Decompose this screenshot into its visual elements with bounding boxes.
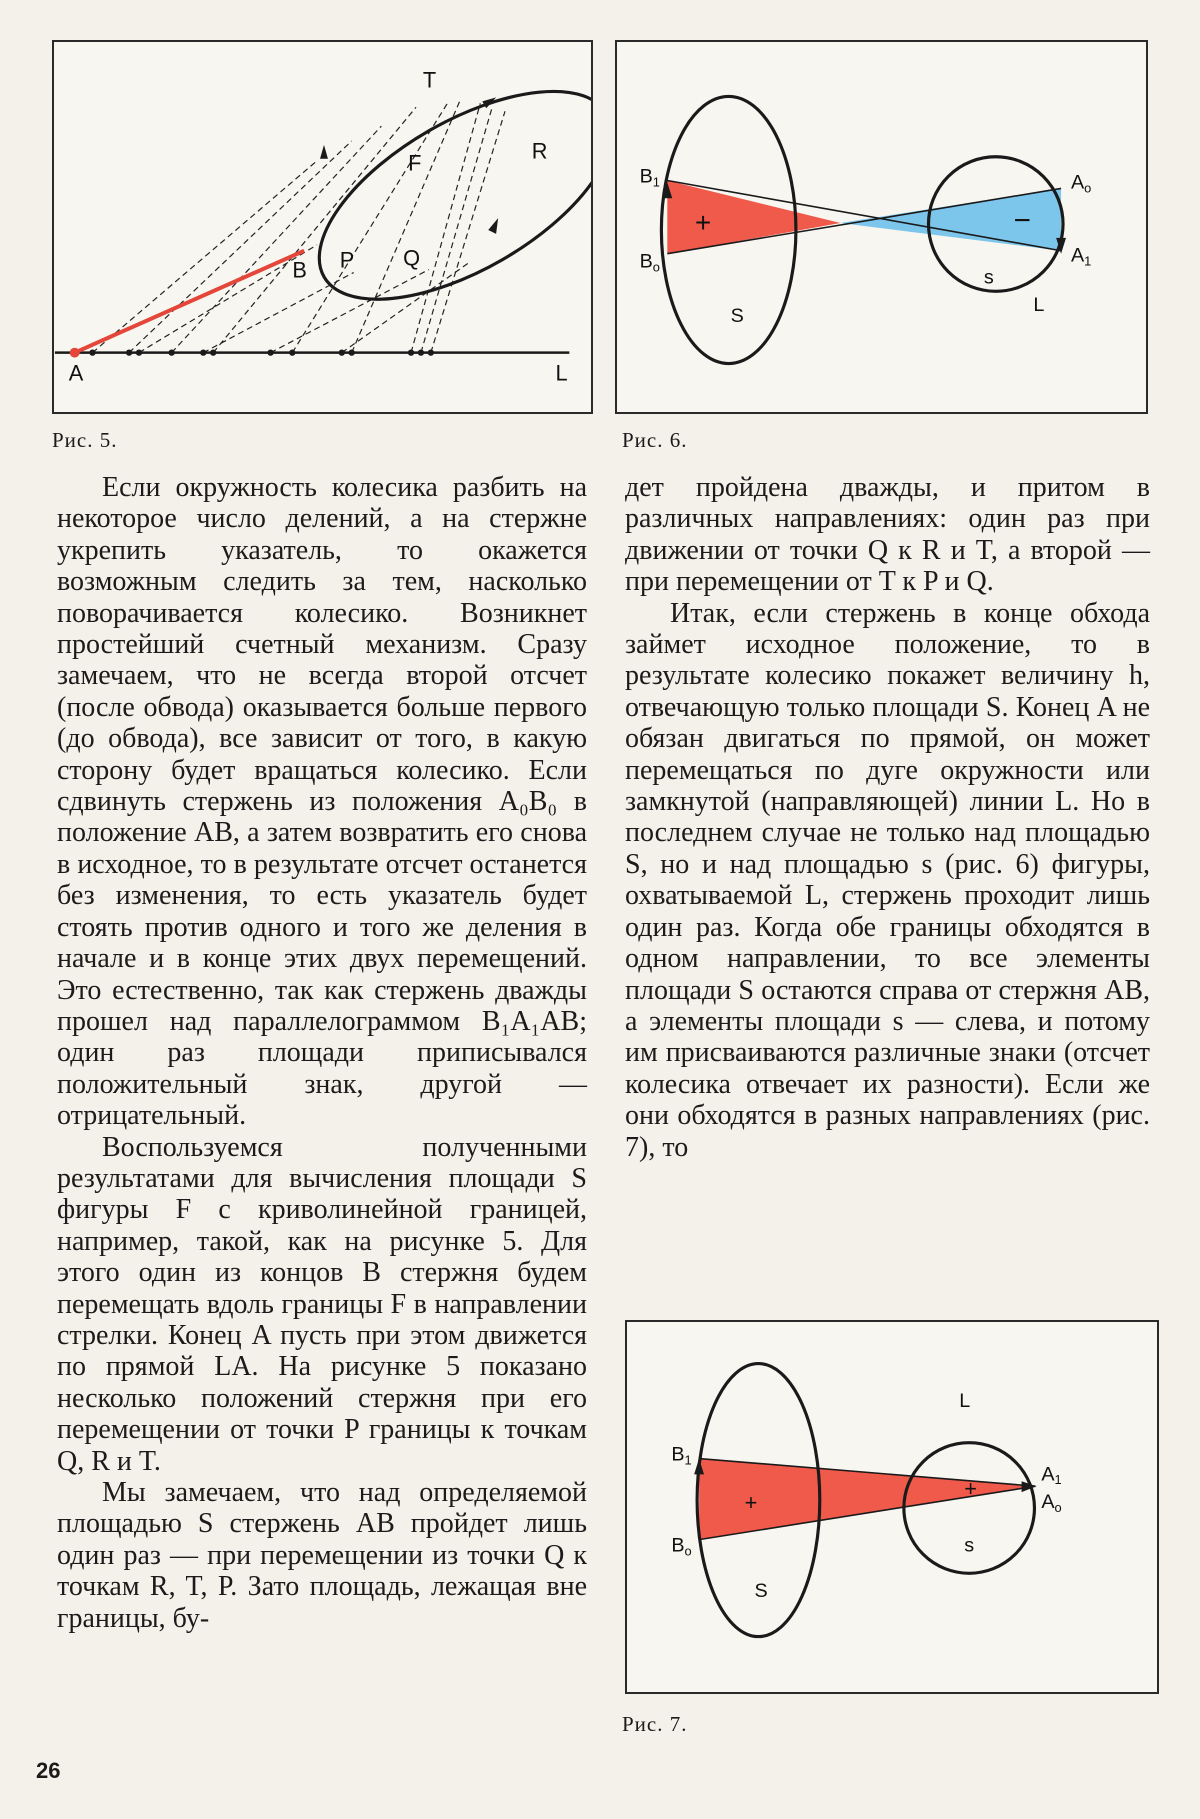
rod-AB xyxy=(75,251,305,353)
arrow-right-icon xyxy=(488,218,498,234)
label-B1: $B_1$ xyxy=(639,165,660,190)
caption-fig6: Рис. 6. xyxy=(622,428,688,452)
label-B0: $B_o$ xyxy=(671,1534,692,1559)
figure-6-drawing xyxy=(617,42,1146,412)
paragraph: Если окружность колесика разбить на некоторое число делений, а на стержне укрепить указатель, то окажется возможным следить за тем, насколько поворачивается колесико. Возникнет простейший счетный механизм. Сразу замечаем, что не всегда второй отсчет (после обвода) оказывается больше первого (до обвода), все зависит от того, в какую сторону будет вращаться колесико. Если сдвинуть стержень из положения A₀B₀ в положение AB, а затем возвратить его снова в исходное, то в результате отсчет останется без изменения, то есть указатель будет стоять против одного и того же деления в начале и в конце этих двух перемещений. Это естественно, так как стержень дважды прошел над параллелограммом B₁A₁AB; один раз площади приписывался положительный знак, другой — отрицательный. xyxy=(57,472,587,1132)
label-s: s xyxy=(983,266,994,289)
figure-5-drawing xyxy=(54,42,591,412)
paragraph: Итак, если стержень в конце обхода займет исходное положение, то в результате колесико покажет величину h, отвечающую только площади S. Конец A не обязан двигаться по прямой, он может перемещаться по дуге окружности или замкнутой (направляющей) линии L. Но в последнем случае не только над площадью S, но и над площадью s (рис. 6) фигуры, охватываемой L, стержень проходит лишь один раз. Когда обе границы обходятся в одном направлении, то все элементы площади S остаются справа от стержня AB, а элементы площади s — слева, и потому им присваиваются различные знаки (отсчет колесика отвечает их разности). Если же они обходятся в разных направлениях (рис. 7), то xyxy=(625,597,1150,1163)
figure-7 xyxy=(625,1320,1159,1694)
point-A xyxy=(70,348,80,358)
figure-5 xyxy=(52,40,593,414)
label-Q: Q xyxy=(403,245,421,271)
caption-fig5: Рис. 5. xyxy=(52,428,118,452)
label-S: S xyxy=(730,304,744,327)
paragraph: Воспользуемся полученными результатами для вычисления площади S фигуры F с криволинейной границей, например, такой, как на рисунке 5. Для этого один из концов B стержня будем перемещать вдоль границы F в направлении стрелки. Конец A пусть при этом движется по прямой LA. На рисунке 5 показано несколько положений стержня при его перемещении от точки P границы к точкам Q, R и T. xyxy=(57,1131,587,1477)
positive-region xyxy=(667,181,840,254)
label-B0: $B_o$ xyxy=(639,250,660,275)
label-A1: $A_1$ xyxy=(1041,1463,1062,1488)
sign-plus-left: + xyxy=(744,1489,758,1515)
label-B1: $B_1$ xyxy=(671,1443,692,1468)
label-S: S xyxy=(754,1580,768,1603)
rod-positions xyxy=(92,99,505,352)
boundary-curve xyxy=(287,49,591,341)
label-L: L xyxy=(959,1390,971,1413)
label-P: P xyxy=(339,247,355,273)
label-A0: $A_o$ xyxy=(1070,171,1092,196)
sign-plus: + xyxy=(695,206,712,238)
sign-minus: − xyxy=(1013,203,1031,237)
figure-7-drawing xyxy=(627,1322,1157,1692)
label-A1: $A_1$ xyxy=(1070,244,1092,269)
paragraph: дет пройдена дважды, и притом в различных направлениях: один раз при движении от точки Q к R и T, а второй — при перемещении от T к P и Q. xyxy=(625,472,1150,598)
label-F: F xyxy=(408,150,422,176)
figure-6 xyxy=(615,40,1148,414)
label-L: L xyxy=(555,360,568,386)
sign-plus-right: + xyxy=(964,1476,977,1502)
label-T: T xyxy=(422,67,437,93)
paragraph: Мы замечаем, что над определяемой площадью S стержень AB пройдет лишь один раз — при перемещении из точки Q к точкам R, T, P. Зато площадь, лежащая вне границы, бу- xyxy=(57,1477,587,1634)
label-R: R xyxy=(531,138,548,164)
label-s: s xyxy=(964,1534,975,1557)
caption-fig7: Рис. 7. xyxy=(622,1712,688,1736)
right-column xyxy=(625,472,1150,1163)
label-B: B xyxy=(292,257,307,283)
label-A: A xyxy=(68,360,84,386)
left-column xyxy=(57,472,587,1634)
label-A0: $A_o$ xyxy=(1041,1490,1062,1515)
page-number: 26 xyxy=(36,1758,61,1783)
arrow-left-icon xyxy=(320,145,328,159)
label-L: L xyxy=(1033,294,1045,317)
